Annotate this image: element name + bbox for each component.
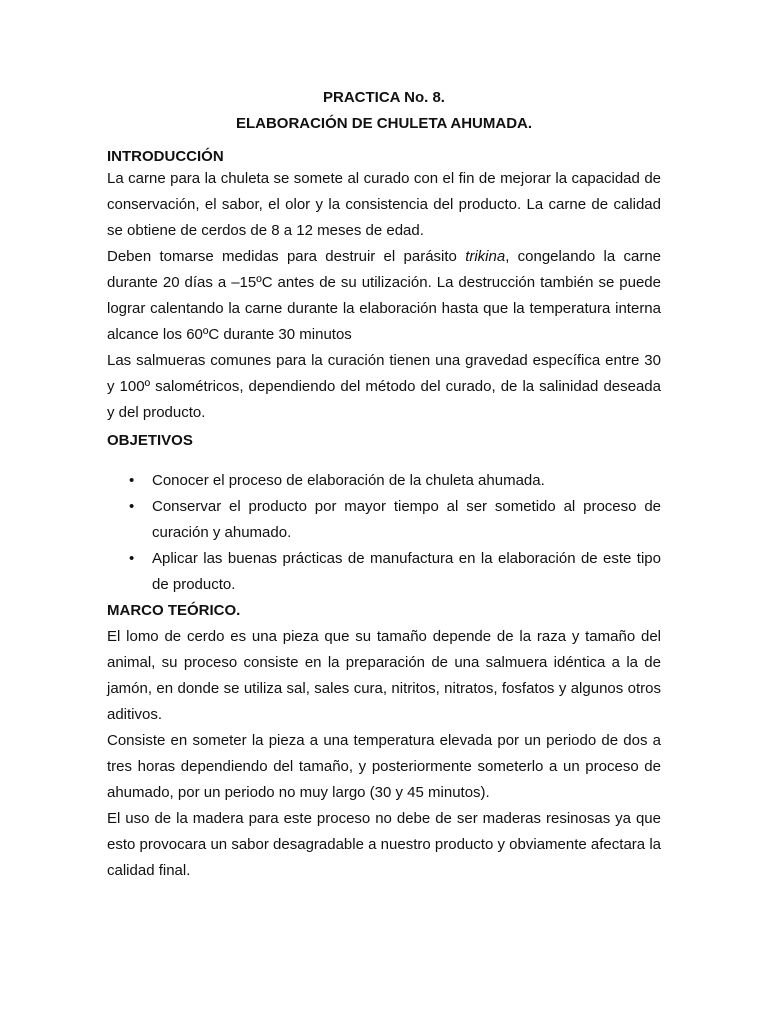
bullet-icon: • — [129, 550, 135, 567]
document-title: ELABORACIÓN DE CHULETA AHUMADA. — [235, 115, 533, 132]
introduction-paragraph-2-start: Deben tomarse medidas para destruir el parásito — [107, 248, 466, 265]
document-page — [107, 85, 661, 884]
bullet-icon: • — [129, 498, 135, 515]
objective-text: Conocer el proceso de elaboración de la chuleta ahumada. — [152, 472, 545, 489]
introduction-heading: INTRODUCCIÓN — [107, 148, 224, 165]
bullet-icon: • — [129, 472, 135, 489]
introduction-paragraph-2-end: , congelando la carne durante 20 días a –15ºC antes de su utilización. La destrucción también se puede lograr calentando la carne durante la elaboración hasta que la temperatura interna alcance los 60ºC durante 30 minutos — [107, 248, 662, 343]
list-item — [107, 494, 661, 546]
objectives-heading: OBJETIVOS — [107, 432, 193, 449]
framework-paragraph-2: Consiste en someter la pieza a una temperatura elevada por un periodo de dos a tres horas dependiendo del tamaño, y posteriormente someterlo a un proceso de ahumado, por un periodo no muy largo (30 y 45 minutos). — [107, 732, 661, 801]
objective-text: Aplicar las buenas prácticas de manufactura en la elaboración de este tipo de producto. — [152, 550, 661, 593]
framework-paragraph-1: El lomo de cerdo es una pieza que su tamaño depende de la raza y tamaño del animal, su proceso consiste en la preparación de una salmuera idéntica a la de jamón, en donde se utiliza sal, sales cura, nitritos, nitratos, fosfatos y algunos otros aditivos. — [107, 628, 661, 723]
list-item — [107, 546, 661, 598]
introduction-paragraph-1: La carne para la chuleta se somete al curado con el fin de mejorar la capacidad de conservación, el sabor, el olor y la consistencia del producto. La carne de calidad se obtiene de cerdos de 8 a 12 meses de edad. — [107, 170, 661, 239]
list-item — [107, 468, 661, 494]
objectives-list — [107, 468, 661, 598]
parasite-name: trikina — [465, 248, 506, 265]
introduction-paragraph-3: Las salmueras comunes para la curación tienen una gravedad específica entre 30 y 100º salométricos, dependiendo del método del curado, de la salinidad deseada y del producto. — [107, 352, 661, 421]
objective-text: Conservar el producto por mayor tiempo al ser sometido al proceso de curación y ahumado. — [152, 498, 661, 541]
introduction-paragraph-2 — [107, 244, 661, 348]
practice-number-title: PRACTICA No. 8. — [323, 89, 445, 106]
theoretical-framework-heading: MARCO TEÓRICO. — [107, 602, 241, 619]
framework-paragraph-3: El uso de la madera para este proceso no debe de ser maderas resinosas ya que esto provocara un sabor desagradable a nuestro producto y obviamente afectara la calidad final. — [107, 810, 661, 879]
